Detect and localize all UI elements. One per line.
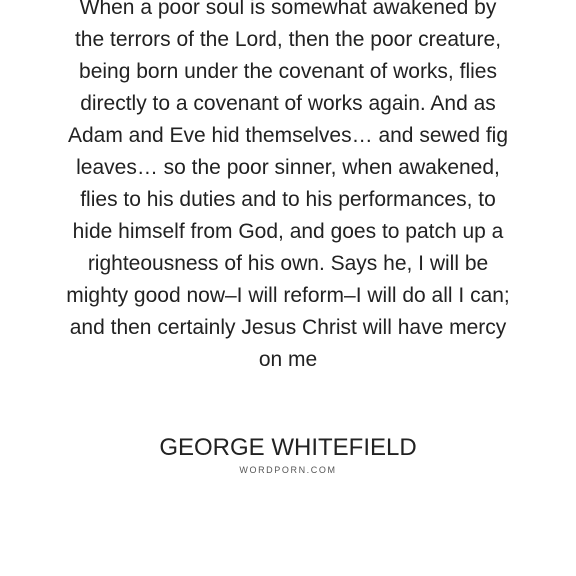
quote-line: Adam and Eve hid themselves… and sewed fig	[67, 124, 509, 147]
quote-line: flies to his duties and to his performances, to	[80, 188, 496, 211]
quote-line: hide himself from God, and goes to patch up a	[72, 220, 504, 243]
quote-line: the terrors of the Lord, then the poor creature,	[74, 28, 502, 51]
site-credit: WORDPORN.COM	[239, 465, 337, 475]
quote-line: leaves… so the poor sinner, when awakened,	[76, 156, 500, 179]
quote-line: mighty good now–I will reform–I will do all I can;	[66, 284, 510, 307]
quote-line: righteousness of his own. Says he, I will be	[87, 252, 489, 275]
quote-line: and then certainly Jesus Christ will have mercy	[69, 316, 507, 339]
author-name: GEORGE WHITEFIELD	[159, 434, 417, 461]
quote-line: on me	[258, 348, 318, 371]
quote-line: When a poor soul is somewhat awakened by	[79, 0, 497, 19]
quote-line: directly to a covenant of works again. And as	[80, 92, 496, 115]
quote-line: being born under the covenant of works, flies	[79, 60, 497, 83]
